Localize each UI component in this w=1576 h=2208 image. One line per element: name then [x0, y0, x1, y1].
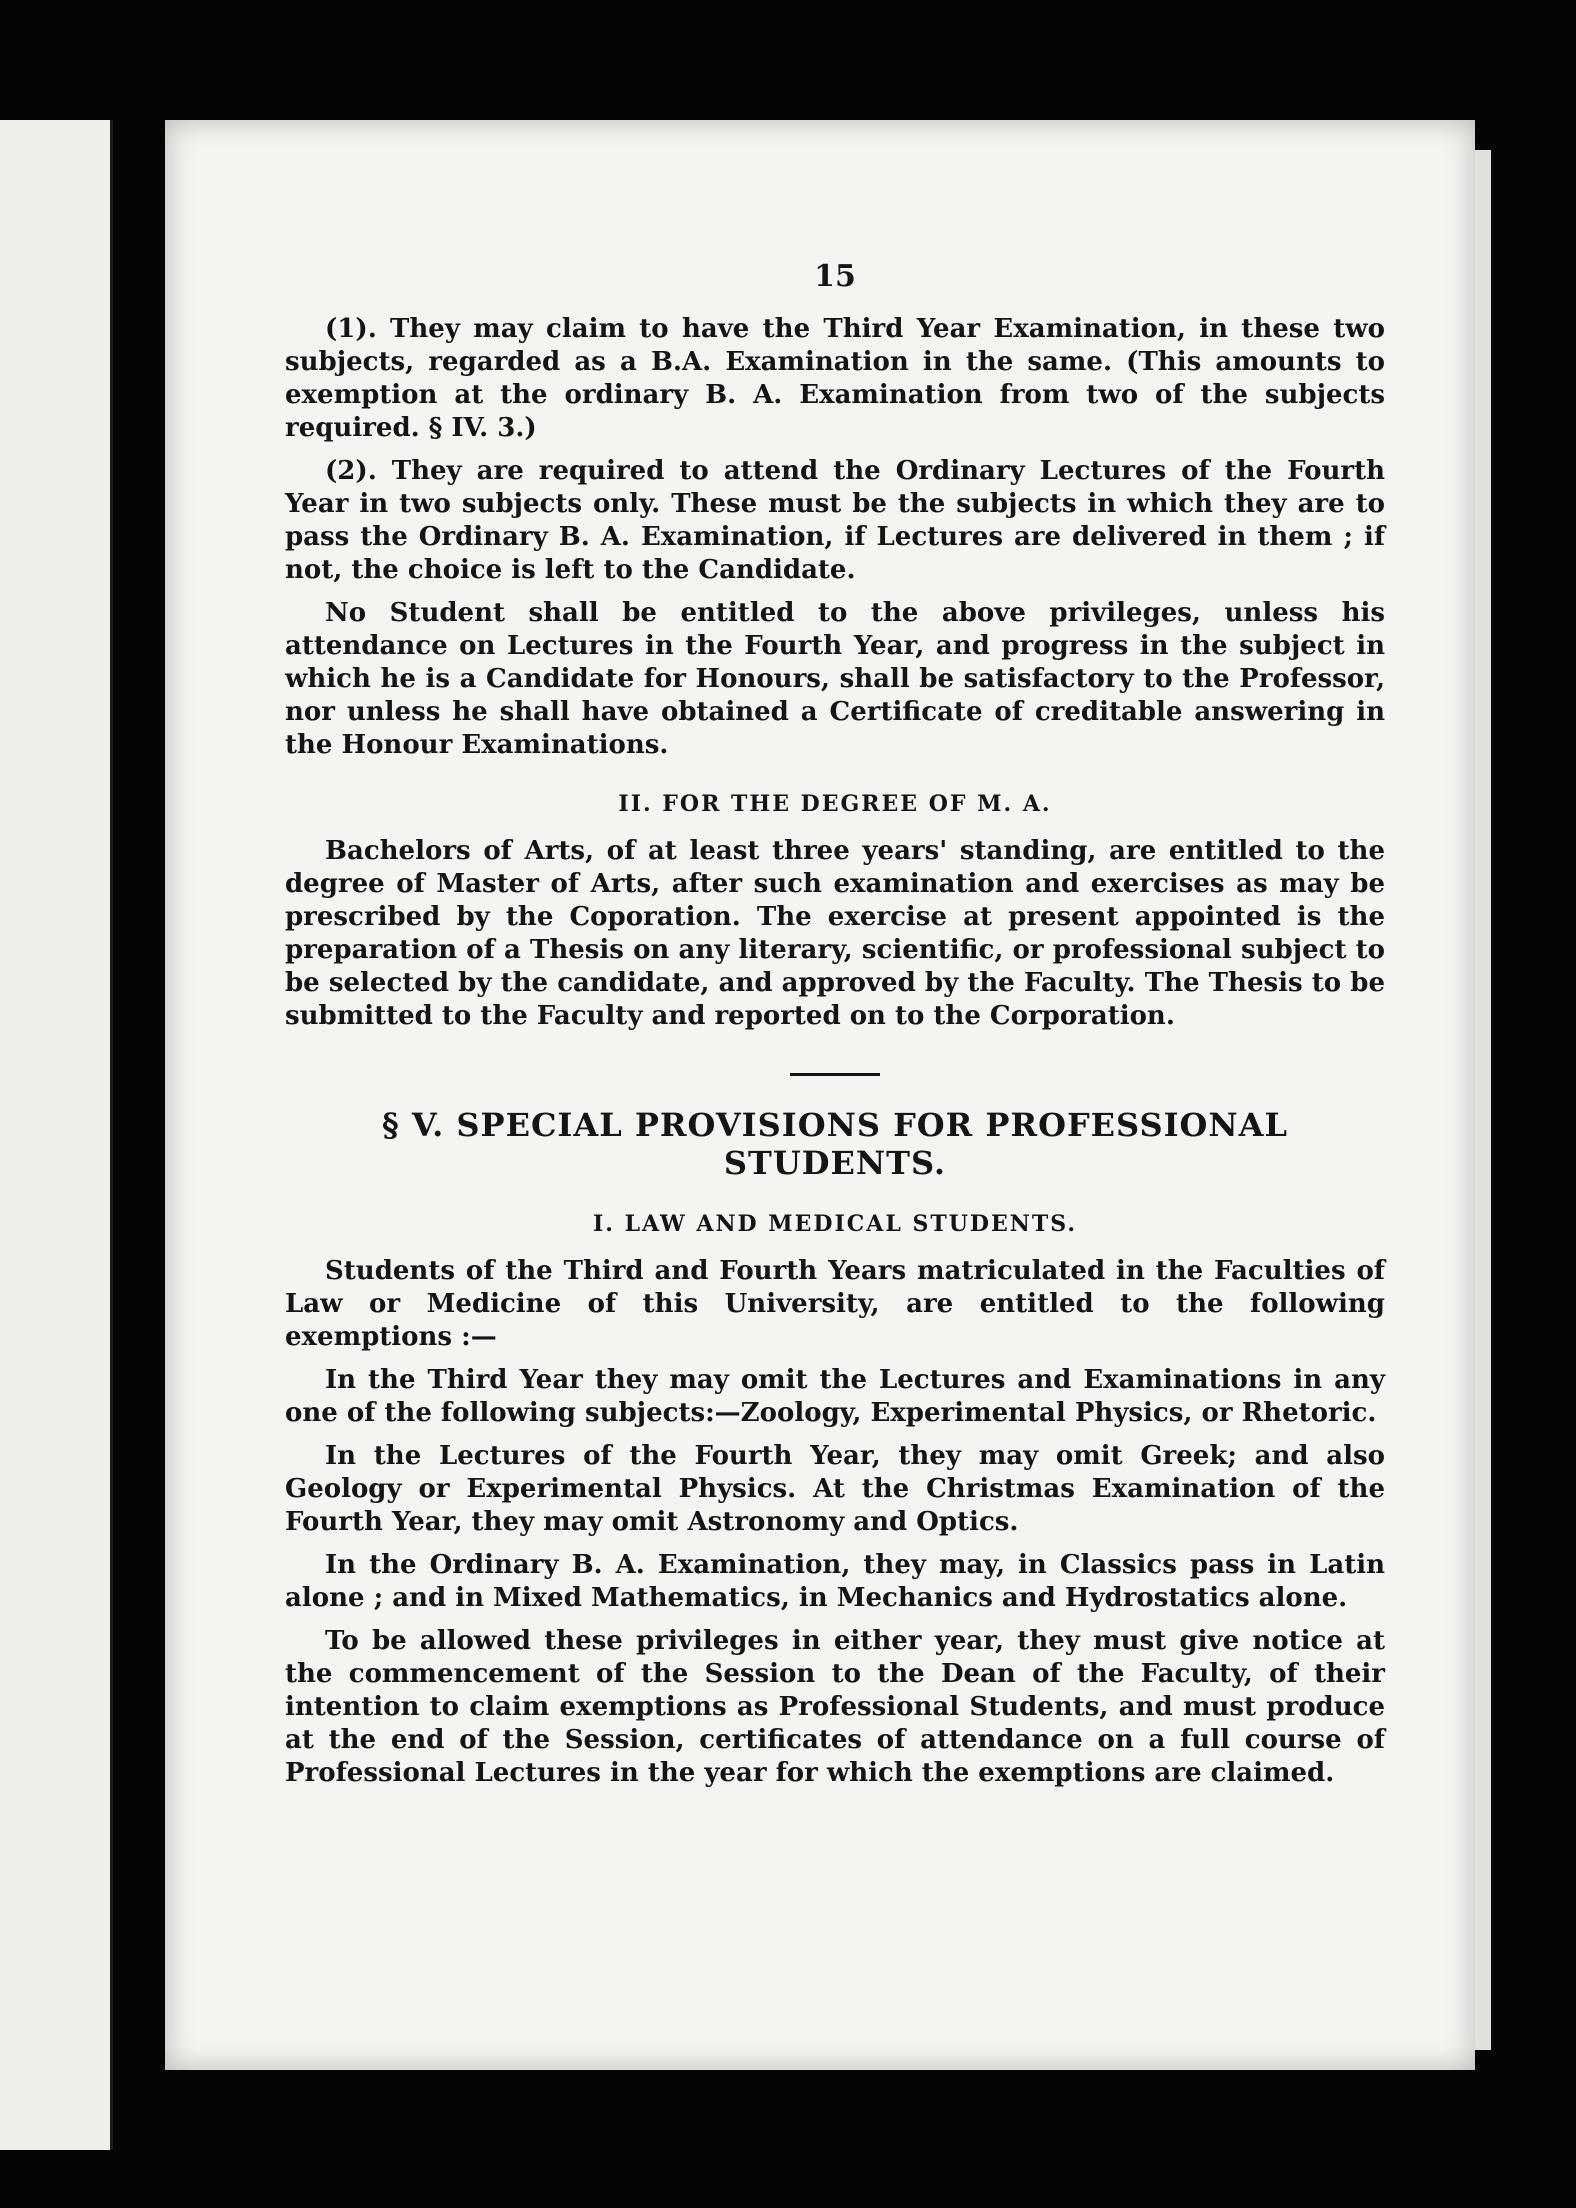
section-heading-line-1: § V. SPECIAL PROVISIONS FOR PROFESSIONAL	[382, 1106, 1288, 1144]
page-number: 15	[814, 259, 856, 294]
heading-ma-degree: II. FOR THE DEGREE OF M. A.	[618, 791, 1052, 817]
page-text	[285, 260, 1385, 1800]
paragraph-9: To be allowed these privileges in either year, they must give notice at the commencement of the Session to the Dean of the Faculty, of their intention to claim exemptions as Professional Students, and must produce at the end of the Session, certificates of attendance on a full course of Professional Lectures in the year for which the exemptions are claimed.	[285, 1626, 1385, 1788]
section-heading	[285, 1106, 1385, 1182]
paragraph-7: In the Lectures of the Fourth Year, they may omit Greek; and also Geology or Experimental Physics. At the Christmas Examination of the Fourth Year, they may omit Astronomy and Optics.	[285, 1441, 1385, 1537]
facing-page-edge	[0, 120, 113, 2150]
page-edge-shadow	[1475, 150, 1491, 2050]
paragraph-3: No Student shall be entitled to the above privileges, unless his attendance on Lectures in the Fourth Year, and progress in the subject in which he is a Candidate for Honours, shall be satisfactory to the Professor, nor unless he shall have obtained a Certificate of creditable answering in the Honour Examinations.	[285, 598, 1385, 760]
paragraph-6: In the Third Year they may omit the Lectures and Examinations in any one of the following subjects:—Zoology, Experimental Physics, or Rhetoric.	[285, 1365, 1385, 1428]
document-page	[165, 120, 1475, 2070]
section-heading-line-2: STUDENTS.	[723, 1144, 947, 1182]
paragraph-4: Bachelors of Arts, of at least three years' standing, are entitled to the degree of Master of Arts, after such examination and exercises as may be prescribed by the Coporation. The exercise at present appointed is the preparation of a Thesis on any literary, scientific, or professional subject to be selected by the candidate, and approved by the Faculty. The Thesis to be submitted to the Faculty and reported on to the Corporation.	[285, 836, 1385, 1031]
paragraph-2: (2). They are required to attend the Ordinary Lectures of the Fourth Year in two subjects only. These must be the subjects in which they are to pass the Ordinary B. A. Examination, if Lectures are delivered in them ; if not, the choice is left to the Candidate.	[285, 456, 1385, 585]
heading-law-medical: I. LAW AND MEDICAL STUDENTS.	[592, 1211, 1078, 1237]
section-divider	[790, 1073, 880, 1076]
paragraph-8: In the Ordinary B. A. Examination, they may, in Classics pass in Latin alone ; and in Mixed Mathematics, in Mechanics and Hydrostatics alone.	[285, 1550, 1385, 1613]
paragraph-5: Students of the Third and Fourth Years matriculated in the Faculties of Law or Medicine of this University, are entitled to the following exemptions :—	[285, 1256, 1385, 1352]
paragraph-1: (1). They may claim to have the Third Year Examination, in these two subjects, regarded as a B.A. Examination in the same. (This amounts to exemption at the ordinary B. A. Examination from two of the subjects required. § IV. 3.)	[285, 314, 1385, 443]
